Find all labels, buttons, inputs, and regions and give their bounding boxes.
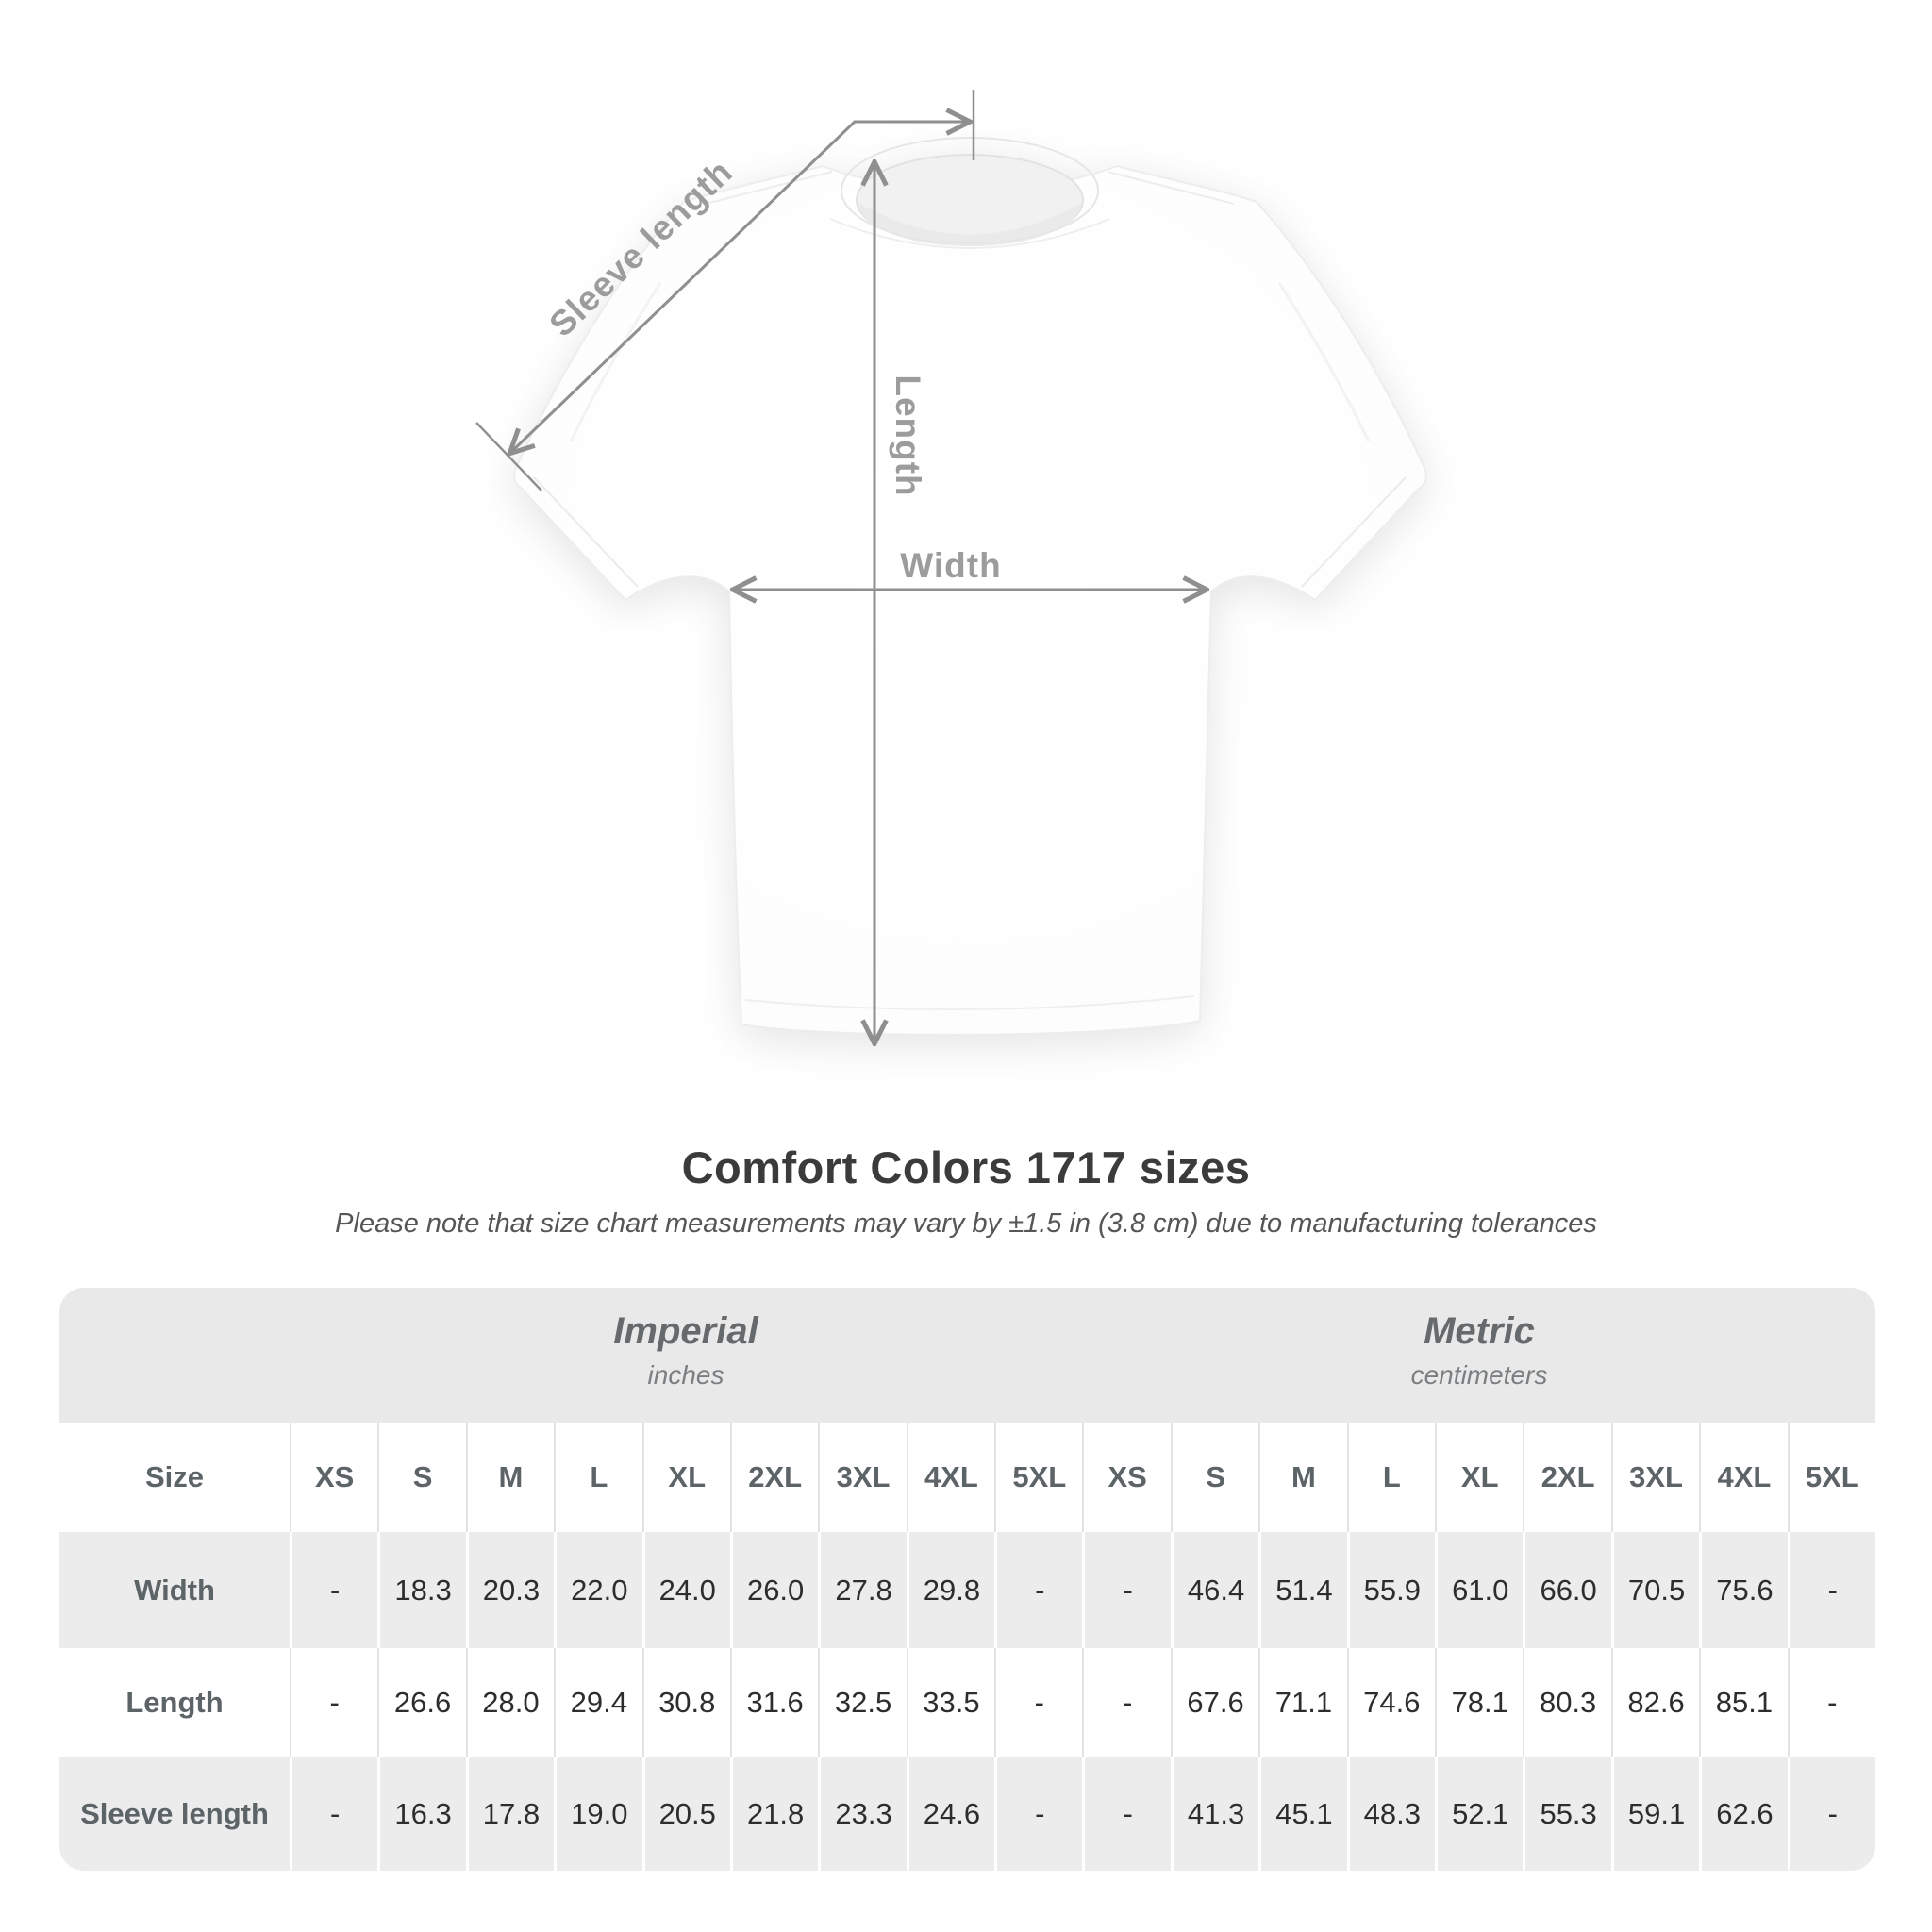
sleeve-length-label: Sleeve length — [541, 152, 741, 344]
col-header-imperial-3xl: 3XL — [818, 1423, 906, 1532]
size-column-header: Size — [144, 1460, 205, 1493]
value-cell: 85.1 — [1699, 1648, 1787, 1757]
value-cell: 51.4 — [1258, 1532, 1346, 1648]
value-cell: - — [290, 1757, 377, 1871]
value-cell: 19.0 — [554, 1757, 641, 1871]
value-cell: 61.0 — [1435, 1532, 1523, 1648]
row-label: Sleeve length — [80, 1796, 269, 1830]
value-cell: 33.5 — [907, 1648, 994, 1757]
tshirt-graphic — [514, 138, 1426, 1035]
unit-group-imperial — [613, 1310, 758, 1391]
value-cell: 52.1 — [1435, 1757, 1523, 1871]
value-cell: 16.3 — [377, 1757, 465, 1871]
value-cell: 26.0 — [730, 1532, 818, 1648]
width-label: Width — [900, 546, 1002, 585]
col-header-metric-3xl: 3XL — [1611, 1423, 1699, 1532]
value-cell: 59.1 — [1611, 1757, 1699, 1871]
unit-group-metric — [1411, 1310, 1548, 1391]
value-cell: 24.0 — [642, 1532, 730, 1648]
row-label: Length — [125, 1685, 224, 1719]
value-cell: 23.3 — [818, 1757, 906, 1871]
imperial-label: Imperial — [613, 1310, 758, 1352]
value-cell: 26.6 — [377, 1648, 465, 1757]
value-cell: - — [1082, 1532, 1170, 1648]
col-header-imperial-s: S — [377, 1423, 465, 1532]
value-cell: 20.5 — [642, 1757, 730, 1871]
value-cell: - — [1082, 1648, 1170, 1757]
value-cell: 55.3 — [1523, 1757, 1610, 1871]
value-cell: 32.5 — [818, 1648, 906, 1757]
col-header-metric-m: M — [1258, 1423, 1346, 1532]
col-header-imperial-4xl: 4XL — [907, 1423, 994, 1532]
value-cell: 71.1 — [1258, 1648, 1346, 1757]
value-cell: 18.3 — [377, 1532, 465, 1648]
value-cell: 78.1 — [1435, 1648, 1523, 1757]
value-cell: - — [994, 1648, 1082, 1757]
value-cell: 75.6 — [1699, 1532, 1787, 1648]
size-grid — [59, 1423, 1875, 1871]
value-cell: 20.3 — [466, 1532, 554, 1648]
value-cell: 29.4 — [554, 1648, 641, 1757]
value-cell: - — [994, 1757, 1082, 1871]
value-cell: - — [1082, 1757, 1170, 1871]
metric-label: Metric — [1424, 1310, 1535, 1352]
value-cell: 74.6 — [1347, 1648, 1435, 1757]
value-cell: 62.6 — [1699, 1757, 1787, 1871]
tolerance-note: Please note that size chart measurements may vary by ±1.5 in (3.8 cm) due to manufacturing tolerances — [335, 1208, 1597, 1239]
value-cell: 48.3 — [1347, 1757, 1435, 1871]
value-cell: 30.8 — [642, 1648, 730, 1757]
unit-group-header-row — [59, 1288, 1875, 1423]
imperial-sublabel: inches — [647, 1360, 724, 1390]
page-title: Comfort Colors 1717 sizes — [681, 1142, 1251, 1192]
col-header-metric-2xl: 2XL — [1523, 1423, 1610, 1532]
value-cell: 17.8 — [466, 1757, 554, 1871]
col-header-metric-s: S — [1171, 1423, 1258, 1532]
length-label: Length — [889, 375, 927, 497]
value-cell: - — [1788, 1757, 1875, 1871]
value-cell: 29.8 — [907, 1532, 994, 1648]
value-cell: 82.6 — [1611, 1648, 1699, 1757]
value-cell: 22.0 — [554, 1532, 641, 1648]
col-header-imperial-xs: XS — [290, 1423, 377, 1532]
col-header-metric-4xl: 4XL — [1699, 1423, 1787, 1532]
value-cell: 31.6 — [730, 1648, 818, 1757]
table-row-length — [59, 1648, 1875, 1757]
value-cell: 28.0 — [466, 1648, 554, 1757]
col-header-imperial-2xl: 2XL — [730, 1423, 818, 1532]
col-header-imperial-5xl: 5XL — [994, 1423, 1082, 1532]
col-header-metric-xl: XL — [1435, 1423, 1523, 1532]
value-cell: - — [290, 1648, 377, 1757]
value-cell: 41.3 — [1171, 1757, 1258, 1871]
value-cell: 27.8 — [818, 1532, 906, 1648]
col-header-metric-l: L — [1347, 1423, 1435, 1532]
value-cell: 66.0 — [1523, 1532, 1610, 1648]
value-cell: 46.4 — [1171, 1532, 1258, 1648]
value-cell: 67.6 — [1171, 1648, 1258, 1757]
value-cell: - — [1788, 1532, 1875, 1648]
value-cell: - — [994, 1532, 1082, 1648]
col-header-imperial-l: L — [554, 1423, 641, 1532]
col-header-metric-5xl: 5XL — [1788, 1423, 1875, 1532]
col-header-metric-xs: XS — [1082, 1423, 1170, 1532]
table-row-sleeve-length — [59, 1757, 1875, 1871]
size-header-row — [59, 1423, 1875, 1532]
value-cell: 21.8 — [730, 1757, 818, 1871]
size-table — [59, 1288, 1875, 1871]
value-cell: - — [290, 1532, 377, 1648]
value-cell: 24.6 — [907, 1757, 994, 1871]
table-row-width — [59, 1532, 1875, 1648]
metric-sublabel: centimeters — [1410, 1360, 1548, 1390]
value-cell: 80.3 — [1523, 1648, 1610, 1757]
row-label: Width — [134, 1573, 215, 1607]
col-header-imperial-m: M — [466, 1423, 554, 1532]
value-cell: 55.9 — [1347, 1532, 1435, 1648]
col-header-imperial-xl: XL — [642, 1423, 730, 1532]
value-cell: 70.5 — [1611, 1532, 1699, 1648]
value-cell: 45.1 — [1258, 1757, 1346, 1871]
value-cell: - — [1788, 1648, 1875, 1757]
